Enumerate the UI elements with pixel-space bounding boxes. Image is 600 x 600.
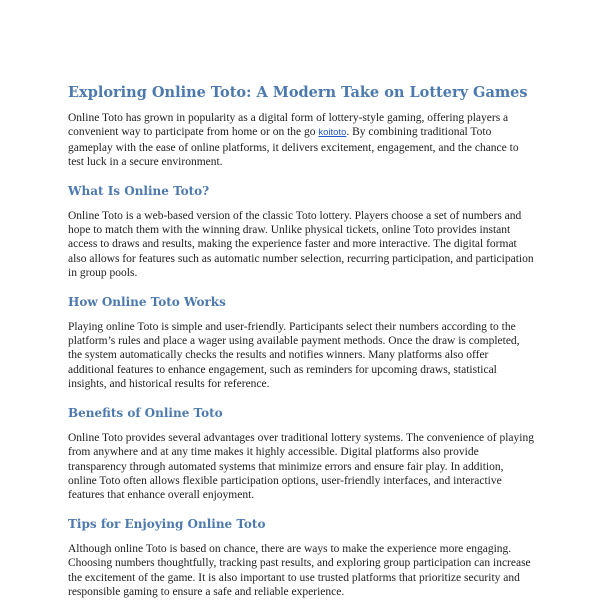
section-heading: How Online Toto Works — [68, 294, 226, 309]
article-title: Exploring Online Toto: A Modern Take on Lottery Games — [68, 84, 528, 101]
section-heading: Tips for Enjoying Online Toto — [68, 516, 266, 531]
section-how-online-toto-works — [68, 295, 534, 392]
section-paragraph: Online Toto provides several advantages over traditional lottery systems. The convenience of playing from anywhere and at any time makes it highly accessible. Digital platforms also provide transparency through automated systems that minimize errors and ensure fair play. In addition, online Toto often allows flexible participation options, user-friendly interfaces, and interactive features that enhance overall enjoyment. — [68, 431, 534, 502]
section-paragraph: Playing online Toto is simple and user-friendly. Participants select their numbers according to the platform’s rules and place a wager using available payment methods. Once the draw is completed, the system automatically checks the results and notifies winners. Many platforms also offer additional features to enhance engagement, such as reminders for upcoming draws, statistical insights, and historical results for reference. — [68, 320, 520, 391]
section-heading: Benefits of Online Toto — [68, 405, 223, 420]
intro-paragraph — [68, 111, 534, 170]
koitoto-link[interactable]: koitoto — [318, 127, 347, 139]
intro-text-before-link: Online Toto has grown in popularity as a digital form of lottery-style gaming, offering players a convenient way to participate from home or on the go — [68, 112, 509, 139]
section-benefits-of-online-toto — [68, 406, 534, 503]
section-paragraph: Although online Toto is based on chance, there are ways to make the experience more engaging. Choosing numbers thoughtfully, tracking past results, and exploring group participation can increase the excitement of the game. It is also important to use trusted platforms that prioritize security and responsible gaming to ensure a safe and reliable experience. — [68, 542, 531, 598]
section-what-is-online-toto — [68, 184, 534, 281]
section-paragraph: Online Toto is a web-based version of the classic Toto lottery. Players choose a set of numbers and hope to match them with the winning draw. Unlike physical tickets, online Toto provides instant access to draws and results, making the experience faster and more interactive. The digital format also allows for features such as automatic number selection, recurring participation, and participation in group pools. — [68, 209, 534, 280]
section-heading: What Is Online Toto? — [68, 183, 210, 198]
section-tips-for-enjoying-online-toto — [68, 517, 534, 600]
intro-text-after-link: . By combining traditional Toto gameplay with the ease of online platforms, it delivers excitement, engagement, and the chance to test luck in a secure environment. — [68, 126, 519, 169]
